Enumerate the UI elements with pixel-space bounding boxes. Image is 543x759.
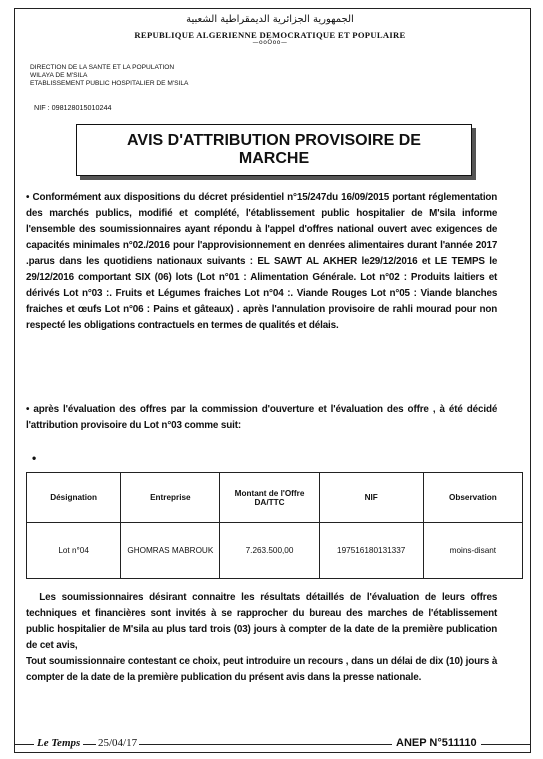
- notice-title-line-2: MARCHE: [238, 150, 310, 167]
- notice-title-line-1: AVIS D'ATTRIBUTION PROVISOIRE DE: [127, 132, 421, 149]
- cell-montant: 7.263.500,00: [220, 523, 319, 579]
- footer-date: 25/04/17: [98, 737, 138, 749]
- table-header-row: [27, 473, 523, 523]
- administration-line-3: ETABLISSEMENT PUBLIC HOSPITALIER DE M'SILA: [30, 79, 189, 87]
- paragraph-appeal: Tout soumissionnaire contestant ce choix, peut introduire un recours , dans un délai de dix (10) jours à compter de la date de la première publication du présent avis dans la presse nationale.: [26, 656, 498, 683]
- column-header-nif: NIF: [319, 473, 423, 523]
- empty-bullet: •: [32, 451, 37, 465]
- footer-journal-name: Le Temps: [34, 737, 83, 749]
- paragraph-decision: • après l'évaluation des offres par la commission d'ouverture et l'évaluation des offre , à été décidé l'attribution provisoire du Lot n°03 comme suit:: [26, 404, 498, 431]
- column-header-designation: Désignation: [27, 473, 121, 523]
- administration-line-1: DIRECTION DE LA SANTE ET LA POPULATION: [30, 64, 175, 71]
- header-republic: REPUBLIQUE ALGERIENNE DEMOCRATIQUE ET POPULAIRE: [134, 30, 406, 40]
- cell-nif: 197516180131337: [319, 523, 423, 579]
- cell-designation: Lot n°04: [27, 523, 121, 579]
- paragraph-information: [26, 590, 497, 686]
- column-header-observation: Observation: [423, 473, 522, 523]
- cell-entreprise: GHOMRAS MABROUK: [121, 523, 220, 579]
- administration-block: [30, 64, 330, 87]
- column-header-montant: Montant de l'Offre DA/TTC: [220, 473, 319, 523]
- cell-observation: moins-disant: [423, 523, 522, 579]
- paragraph-context: • Conformément aux dispositions du décret présidentiel n°15/247du 16/09/2015 portant réglementation des marchés publics, modifié et complété, l'établissement public hospitalier de M'sila informe l'ensemble des soumissionnaires ayant répondu à l'appel d'offres national ouvert avec exigences de capacités minimales n°02./2016 pour l'approvisionnement en denrées alimentaires durant l'année 2017 .parus dans les quotidiens nationaux suivants : EL SAWT AL AKHER le29/12/2016 et LE TEMPS le 29/12/2016 comportant SIX (06) lots (Lot n°01 : Alimentation Générale. Lot n°02 : Produits laitiers et dérivés Lot n°03 :. Fruits et Légumes fraiches Lot n°04 :. Viande Rouges Lot n°05 : Viande blanches fraiches et œufs Lot n°06 : Pains et gâteaux) . après l'annulation provisoire de rahli mourad pour non respecté les obligations contractuels en termes de qualités et délais.: [26, 192, 498, 331]
- paragraph-results-request: Les soumissionnaires désirant connaitre les résultats détaillés de l'évaluation de leurs offres techniques et financières sont invités à se rapprocher du bureau des marches de l'établissement public hospitalier de M'sila au plus tard trois (03) jours à compter de la date de la première publication de cet avis,: [26, 592, 498, 651]
- table-row: [27, 523, 523, 579]
- header-ornament: —ooOoo—: [252, 39, 288, 46]
- administration-line-2: WILAYA DE M'SILA: [30, 71, 88, 79]
- notice-title: [76, 124, 472, 176]
- header-arabic: الجمهورية الجزائرية الديمقراطية الشعبية: [186, 14, 354, 25]
- attribution-table: [26, 472, 523, 579]
- footer-anep-number: ANEP N°511110: [392, 737, 481, 749]
- nif-number: NIF : 098128015010244: [34, 103, 112, 112]
- column-header-entreprise: Entreprise: [121, 473, 220, 523]
